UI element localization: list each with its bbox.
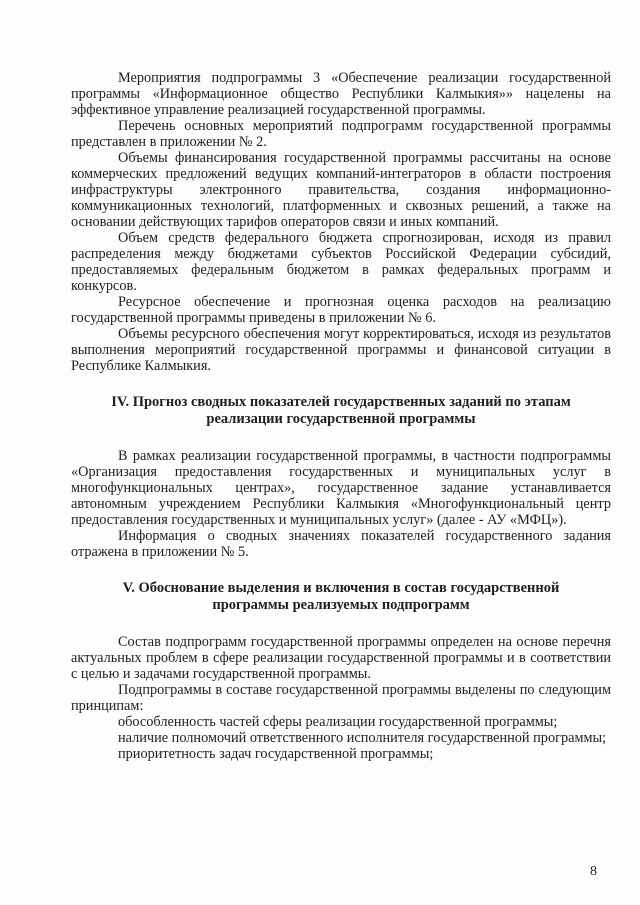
paragraph: Объем средств федерального бюджета спрогнозирован, исходя из правил распределения между бюджетами субъектов Российской Федерации субсидий, предоставляемых федеральным бюджетом в рамках федеральных программ и конкурсов. [71,230,611,294]
paragraph: Состав подпрограмм государственной программы определен на основе перечня актуальных проблем в сфере реализации государственной программы и в соответствии с целью и задачами государственной программы. [71,634,611,682]
paragraph: Объемы ресурсного обеспечения могут корректироваться, исходя из результатов выполнения мероприятий государственной программы и финансовой ситуации в Республике Калмыкия. [71,326,611,374]
paragraph: В рамках реализации государственной программы, в частности подпрограммы «Организация предоставления государственных и муниципальных услуг в многофункциональных центрах», государственное задание устанавливается автономным учреждением Республики Калмыкия «Многофункциональный центр предоставления государственных и муниципальных услуг» (далее - АУ «МФЦ»). [71,448,611,528]
paragraph: Мероприятия подпрограммы 3 «Обеспечение реализации государственной программы «Информационное общество Республики Калмыкия»» нацелены на эффективное управление реализацией государственной программы. [71,70,611,118]
paragraph: приоритетность задач государственной программы; [118,746,434,762]
paragraph: Перечень основных мероприятий подпрограмм государственной программы представлен в приложении № 2. [71,118,611,150]
paragraph: Информация о сводных значениях показателей государственного задания отражена в приложении № 5. [71,528,611,560]
paragraph: наличие полномочий ответственного исполнителя государственной программы; [118,730,607,746]
spacer [71,374,611,394]
spacer [71,614,611,634]
paragraph: Подпрограммы в составе государственной программы выделены по следующим принципам: [71,682,611,714]
spacer [71,428,611,448]
paragraph: Ресурсное обеспечение и прогнозная оценка расходов на реализацию государственной программы приведены в приложении № 6. [71,294,611,326]
document-body [71,70,611,762]
paragraph: обособленность частей сферы реализации государственной программы; [118,714,558,730]
spacer [71,560,611,580]
section-5-heading: V. Обоснование выделения и включения в состав государственной программы реализуемых подпрограмм [122,580,560,613]
paragraph: Объемы финансирования государственной программы рассчитаны на основе коммерческих предложений ведущих компаний-интеграторов в области построения инфраструктуры электронного правительства, создания информационно-коммуникационных технологий, платформенных и сквозных решений, а также на основании действующих тарифов операторов связи и иных компаний. [71,150,611,230]
section-4-heading: IV. Прогноз сводных показателей государственных заданий по этапам реализации государственной программы [111,394,571,427]
page-number: 8 [590,864,597,879]
